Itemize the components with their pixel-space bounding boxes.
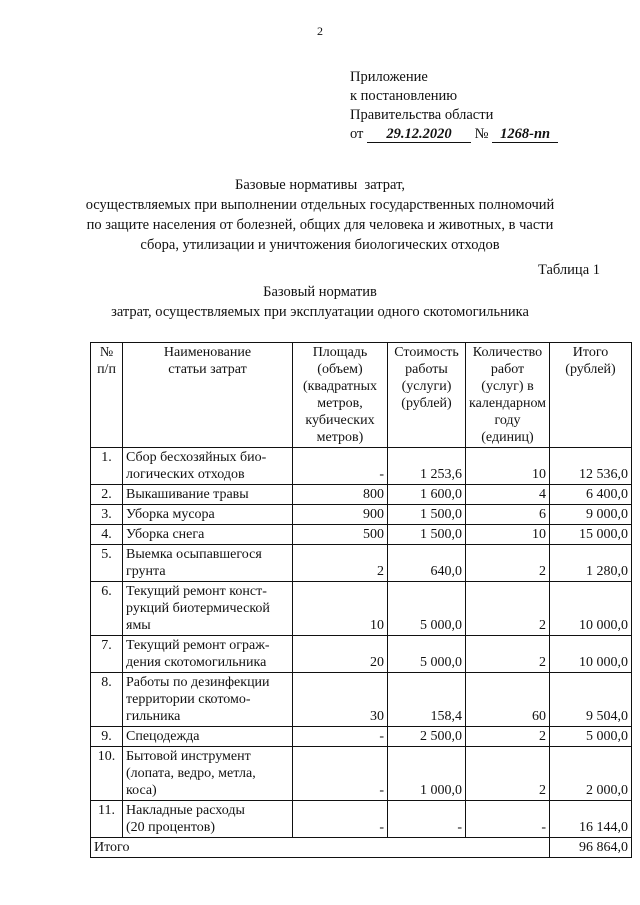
table-row: [91, 485, 632, 505]
cell-line: логических отходов: [126, 467, 245, 482]
row-number: 2.: [91, 485, 123, 505]
row-total: 6 400,0: [550, 485, 632, 505]
row-qty: 60: [466, 673, 550, 727]
row-number: 8.: [91, 673, 123, 727]
table-row: [91, 673, 632, 727]
appendix-line-1: Приложение: [350, 69, 428, 85]
title-line-3: по защите населения от болезней, общих для человека и животных, в части: [86, 217, 554, 233]
row-area: -: [293, 448, 388, 485]
cell-line: метров,: [317, 396, 363, 411]
row-area: 2: [293, 545, 388, 582]
title-line-4: сбора, утилизации и уничтожения биологических отходов: [140, 237, 500, 253]
row-total: 9 000,0: [550, 505, 632, 525]
row-area: -: [293, 727, 388, 747]
row-area: 20: [293, 636, 388, 673]
row-qty: 2: [466, 582, 550, 636]
row-total: 9 504,0: [550, 673, 632, 727]
row-name: [123, 636, 293, 673]
cell-line: статьи затрат: [168, 362, 247, 377]
table-row: [91, 801, 632, 838]
row-number: 5.: [91, 545, 123, 582]
cell-line: Уборка мусора: [126, 507, 215, 522]
row-name: [123, 727, 293, 747]
cell-line: Стоимость: [394, 345, 459, 360]
number-label: №: [474, 126, 489, 142]
row-name: [123, 485, 293, 505]
row-number: 6.: [91, 582, 123, 636]
cell-line: работ: [490, 362, 525, 377]
row-area: 800: [293, 485, 388, 505]
row-cost: 1 500,0: [388, 505, 466, 525]
row-name: [123, 582, 293, 636]
row-area: 30: [293, 673, 388, 727]
table-number: Таблица 1: [537, 262, 600, 278]
row-qty: 4: [466, 485, 550, 505]
table-row: [91, 448, 632, 485]
row-cost: 1 500,0: [388, 525, 466, 545]
cell-line: метров): [316, 430, 364, 445]
table-row: [91, 505, 632, 525]
cell-line: (объем): [317, 362, 363, 377]
row-qty: 2: [466, 636, 550, 673]
appendix-date-line: [350, 125, 558, 144]
row-cost: 158,4: [388, 673, 466, 727]
decree-date: 29.12.2020: [367, 127, 471, 143]
row-total: 16 144,0: [550, 801, 632, 838]
cell-line: Текущий ремонт ограж-: [126, 638, 270, 653]
header-area: [293, 343, 388, 448]
subtitle-line-1: Базовый норматив: [263, 284, 377, 300]
row-total: 10 000,0: [550, 636, 632, 673]
row-cost: 640,0: [388, 545, 466, 582]
cell-line: Выемка осыпавшегося: [126, 547, 262, 562]
cell-line: Накладные расходы: [126, 803, 245, 818]
row-qty: -: [466, 801, 550, 838]
row-qty: 10: [466, 525, 550, 545]
cell-line: (лопата, ведро, метла,: [126, 766, 256, 781]
cell-line: Итого: [572, 345, 609, 360]
table-row: [91, 636, 632, 673]
table-row: [91, 582, 632, 636]
cell-line: территории скотомо-: [126, 692, 251, 707]
row-name: [123, 747, 293, 801]
cell-line: кубических: [305, 413, 375, 428]
table-header-row: [91, 343, 632, 448]
row-total: 15 000,0: [550, 525, 632, 545]
row-name: [123, 505, 293, 525]
row-name: [123, 801, 293, 838]
cell-line: Работы по дезинфекции: [126, 675, 270, 690]
cell-line: (рублей): [565, 362, 616, 377]
cell-line: календарном: [469, 396, 547, 411]
row-number: 3.: [91, 505, 123, 525]
cell-line: работы: [405, 362, 448, 377]
decree-number: 1268-пп: [492, 127, 558, 143]
grand-total-value: 96 864,0: [550, 838, 632, 858]
table-body: [91, 448, 632, 838]
row-qty: 2: [466, 545, 550, 582]
row-number: 4.: [91, 525, 123, 545]
cell-line: Уборка снега: [126, 527, 205, 542]
cell-line: рукций биотермической: [126, 601, 270, 616]
cell-line: грунта: [126, 564, 166, 579]
grand-total-label: Итого: [91, 838, 550, 858]
cell-line: дения скотомогильника: [126, 655, 267, 670]
row-number: 7.: [91, 636, 123, 673]
table-row: [91, 727, 632, 747]
header-cost: [388, 343, 466, 448]
row-qty: 10: [466, 448, 550, 485]
row-qty: 2: [466, 747, 550, 801]
cell-line: (20 процентов): [126, 820, 216, 835]
row-name: [123, 545, 293, 582]
cell-line: (услуги): [401, 379, 452, 394]
row-total: 2 000,0: [550, 747, 632, 801]
header-name: [123, 343, 293, 448]
row-area: 500: [293, 525, 388, 545]
row-cost: 1 000,0: [388, 747, 466, 801]
row-area: 900: [293, 505, 388, 525]
row-number: 9.: [91, 727, 123, 747]
cell-line: ямы: [126, 618, 151, 633]
cell-line: Бытовой инструмент: [126, 749, 251, 764]
cell-line: гильника: [126, 709, 181, 724]
row-cost: -: [388, 801, 466, 838]
row-number: 11.: [91, 801, 123, 838]
appendix-block: [350, 68, 558, 144]
row-total: 1 280,0: [550, 545, 632, 582]
cell-line: (единиц): [481, 430, 534, 445]
table-row: [91, 545, 632, 582]
cost-table: [90, 342, 632, 858]
table-row: [91, 525, 632, 545]
cell-line: (квадратных: [302, 379, 378, 394]
from-label: от: [350, 126, 364, 142]
appendix-line-2: к постановлению: [350, 88, 458, 104]
row-total: 10 000,0: [550, 582, 632, 636]
row-name: [123, 525, 293, 545]
cell-line: Спецодежда: [126, 729, 200, 744]
cell-line: (услуг) в: [481, 379, 534, 394]
header-total: [550, 343, 632, 448]
row-area: -: [293, 747, 388, 801]
page-number: 2: [317, 24, 323, 38]
title-line-2: осуществляемых при выполнении отдельных государственных полномочий: [85, 197, 555, 213]
cell-line: Наименование: [163, 345, 252, 360]
cell-line: №: [99, 345, 114, 360]
row-cost: 5 000,0: [388, 582, 466, 636]
row-number: 1.: [91, 448, 123, 485]
row-cost: 2 500,0: [388, 727, 466, 747]
row-number: 10.: [91, 747, 123, 801]
cell-line: Количество: [472, 345, 543, 360]
cell-line: Выкашивание травы: [126, 487, 249, 502]
title-line-1: Базовые нормативы затрат,: [235, 177, 405, 193]
row-qty: 6: [466, 505, 550, 525]
row-qty: 2: [466, 727, 550, 747]
cell-line: п/п: [97, 362, 116, 377]
row-total: 5 000,0: [550, 727, 632, 747]
cell-line: Сбор бесхозяйных био-: [126, 450, 267, 465]
table-row: [91, 747, 632, 801]
row-area: 10: [293, 582, 388, 636]
row-cost: 1 600,0: [388, 485, 466, 505]
cell-line: Площадь: [312, 345, 368, 360]
cell-line: (рублей): [401, 396, 452, 411]
row-name: [123, 448, 293, 485]
subtitle-line-2: затрат, осуществляемых при эксплуатации одного скотомогильника: [111, 304, 529, 320]
header-qty: [466, 343, 550, 448]
grand-total-row: [91, 838, 632, 858]
row-area: -: [293, 801, 388, 838]
table-subtitle: [40, 282, 600, 322]
header-num: [91, 343, 123, 448]
appendix-line-3: Правительства области: [350, 107, 494, 123]
row-name: [123, 673, 293, 727]
cell-line: коса): [126, 783, 157, 798]
row-total: 12 536,0: [550, 448, 632, 485]
document-title: [40, 175, 600, 255]
cell-line: году: [494, 413, 521, 428]
row-cost: 1 253,6: [388, 448, 466, 485]
cell-line: Текущий ремонт конст-: [126, 584, 267, 599]
row-cost: 5 000,0: [388, 636, 466, 673]
